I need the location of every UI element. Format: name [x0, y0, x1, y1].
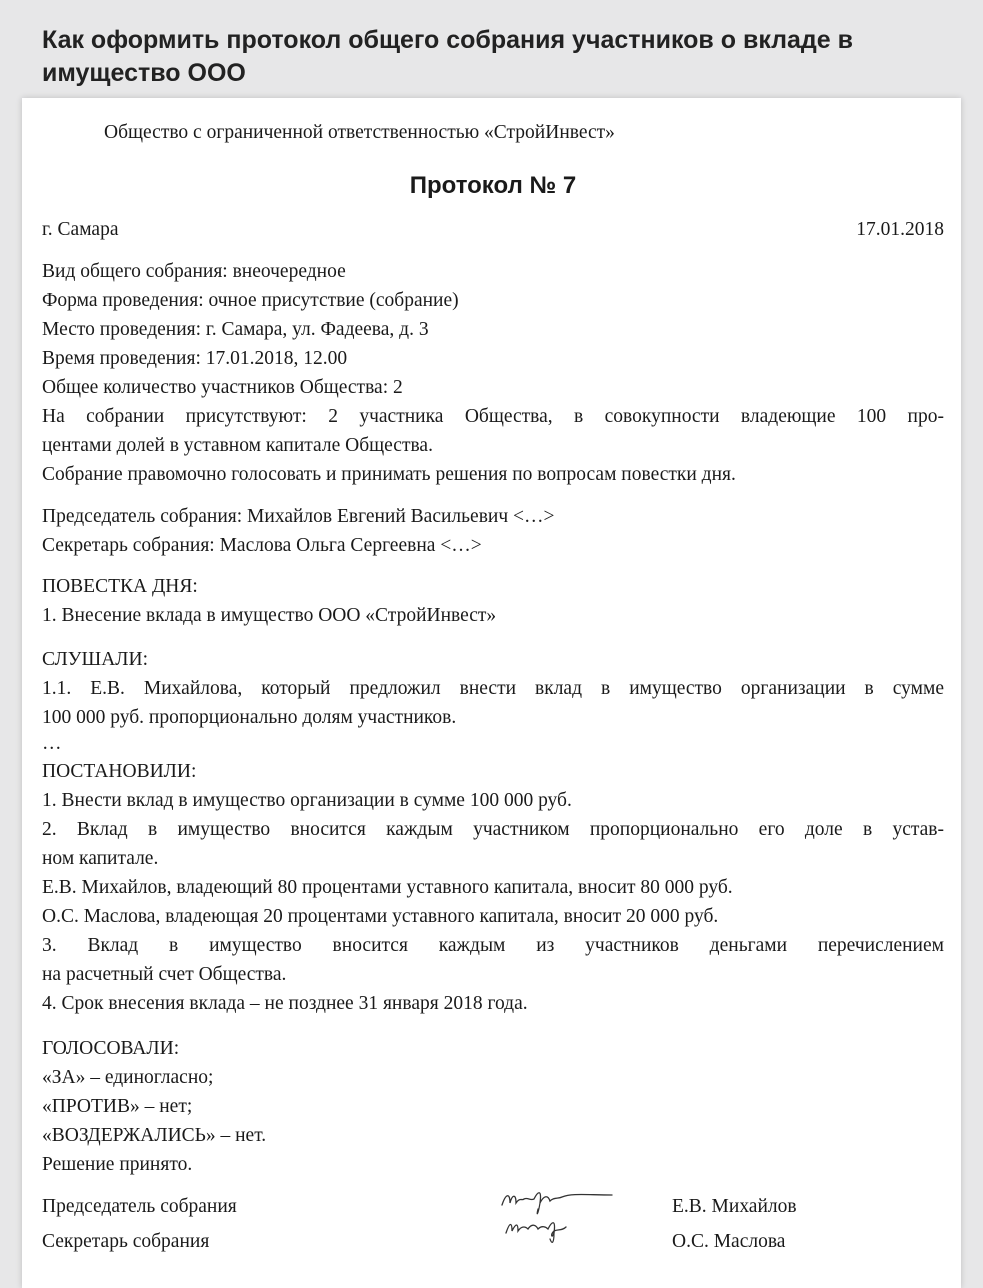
agenda-heading: ПОВЕСТКА ДНЯ:: [42, 576, 198, 597]
agenda-section: [42, 572, 944, 630]
heard-line-1: 1.1. Е.В. Михайлова, который предложил внести вклад в имущество организации в сумме: [42, 678, 944, 699]
agenda-item: 1. Внесение вклада в имущество ООО «СтройИнвест»: [42, 605, 497, 626]
heard-ellipsis: …: [42, 733, 62, 754]
chairman-handwritten-signature: [502, 1193, 612, 1205]
voting-section: [42, 1034, 944, 1179]
secretary-handwritten-signature: [506, 1223, 566, 1236]
page-title: Как оформить протокол общего собрания участников о вкладе в имущество ООО: [42, 26, 854, 87]
resolved-item-4: 4. Срок внесения вклада – не позднее 31 января 2018 года.: [42, 993, 528, 1014]
resolved-maslova-contribution: О.С. Маслова, владеющая 20 процентами уставного капитала, вносит 20 000 руб.: [42, 906, 719, 927]
attendance-line-2: центами долей в уставном капитале Общества.: [42, 435, 433, 456]
chairman-signature-label: Председатель собрания: [42, 1196, 237, 1217]
participants-count: Общее количество участников Общества: 2: [42, 377, 403, 398]
meeting-form: Форма проведения: очное присутствие (собрание): [42, 290, 459, 311]
vote-against: «ПРОТИВ» – нет;: [42, 1096, 193, 1117]
resolved-item-2-line-1: 2. Вклад в имущество вносится каждым участником пропорционально его доле в устав-: [42, 819, 944, 840]
secretary-signature-label: Секретарь собрания: [42, 1231, 210, 1252]
vote-for: «ЗА» – единогласно;: [42, 1067, 214, 1088]
secretary-signature-name: О.С. Маслова: [672, 1231, 786, 1252]
officers: [42, 502, 944, 560]
resolved-mikhailov-contribution: Е.В. Михайлов, владеющий 80 процентами уставного капитала, вносит 80 000 руб.: [42, 877, 733, 898]
heard-line-2: 100 000 руб. пропорционально долям участников.: [42, 707, 457, 728]
secretary-line: Секретарь собрания: Маслова Ольга Сергеевна <…>: [42, 535, 482, 556]
document-date: 17.01.2018: [856, 219, 944, 240]
resolved-heading: ПОСТАНОВИЛИ:: [42, 761, 197, 782]
vote-abstain: «ВОЗДЕРЖАЛИСЬ» – нет.: [42, 1125, 267, 1146]
chairman-line: Председатель собрания: Михайлов Евгений Васильевич <…>: [42, 506, 555, 527]
decision-statement: Решение принято.: [42, 1154, 193, 1175]
voting-heading: ГОЛОСОВАЛИ:: [42, 1038, 180, 1059]
resolved-item-3-line-1: 3. Вклад в имущество вносится каждым из участников деньгами перечислением: [42, 935, 944, 956]
handwritten-signatures: [492, 1173, 642, 1253]
meeting-time: Время проведения: 17.01.2018, 12.00: [42, 348, 348, 369]
attendance-line-1: На собрании присутствуют: 2 участника Общества, в совокупности владеющие 100 про-: [42, 406, 944, 427]
resolved-item-1: 1. Внести вклад в имущество организации в сумме 100 000 руб.: [42, 790, 572, 811]
document-sheet: [22, 98, 961, 1288]
meeting-place: Место проведения: г. Самара, ул. Фадеева, д. 3: [42, 319, 429, 340]
meeting-info: [42, 257, 944, 489]
heard-section: [42, 645, 944, 756]
organization-name: Общество с ограниченной ответственностью «СтройИнвест»: [104, 122, 615, 143]
resolved-item-2-line-2: ном капитале.: [42, 848, 159, 869]
protocol-title: Протокол № 7: [409, 172, 577, 199]
heard-heading: СЛУШАЛИ:: [42, 649, 149, 670]
chairman-signature-name: Е.В. Михайлов: [672, 1196, 797, 1217]
meeting-type: Вид общего собрания: внеочередное: [42, 261, 346, 282]
document-city: г. Самара: [42, 219, 119, 240]
quorum-statement: Собрание правомочно голосовать и принимать решения по вопросам повестки дня.: [42, 464, 736, 485]
resolved-item-3-line-2: на расчетный счет Общества.: [42, 964, 287, 985]
resolved-section: [42, 757, 944, 1018]
